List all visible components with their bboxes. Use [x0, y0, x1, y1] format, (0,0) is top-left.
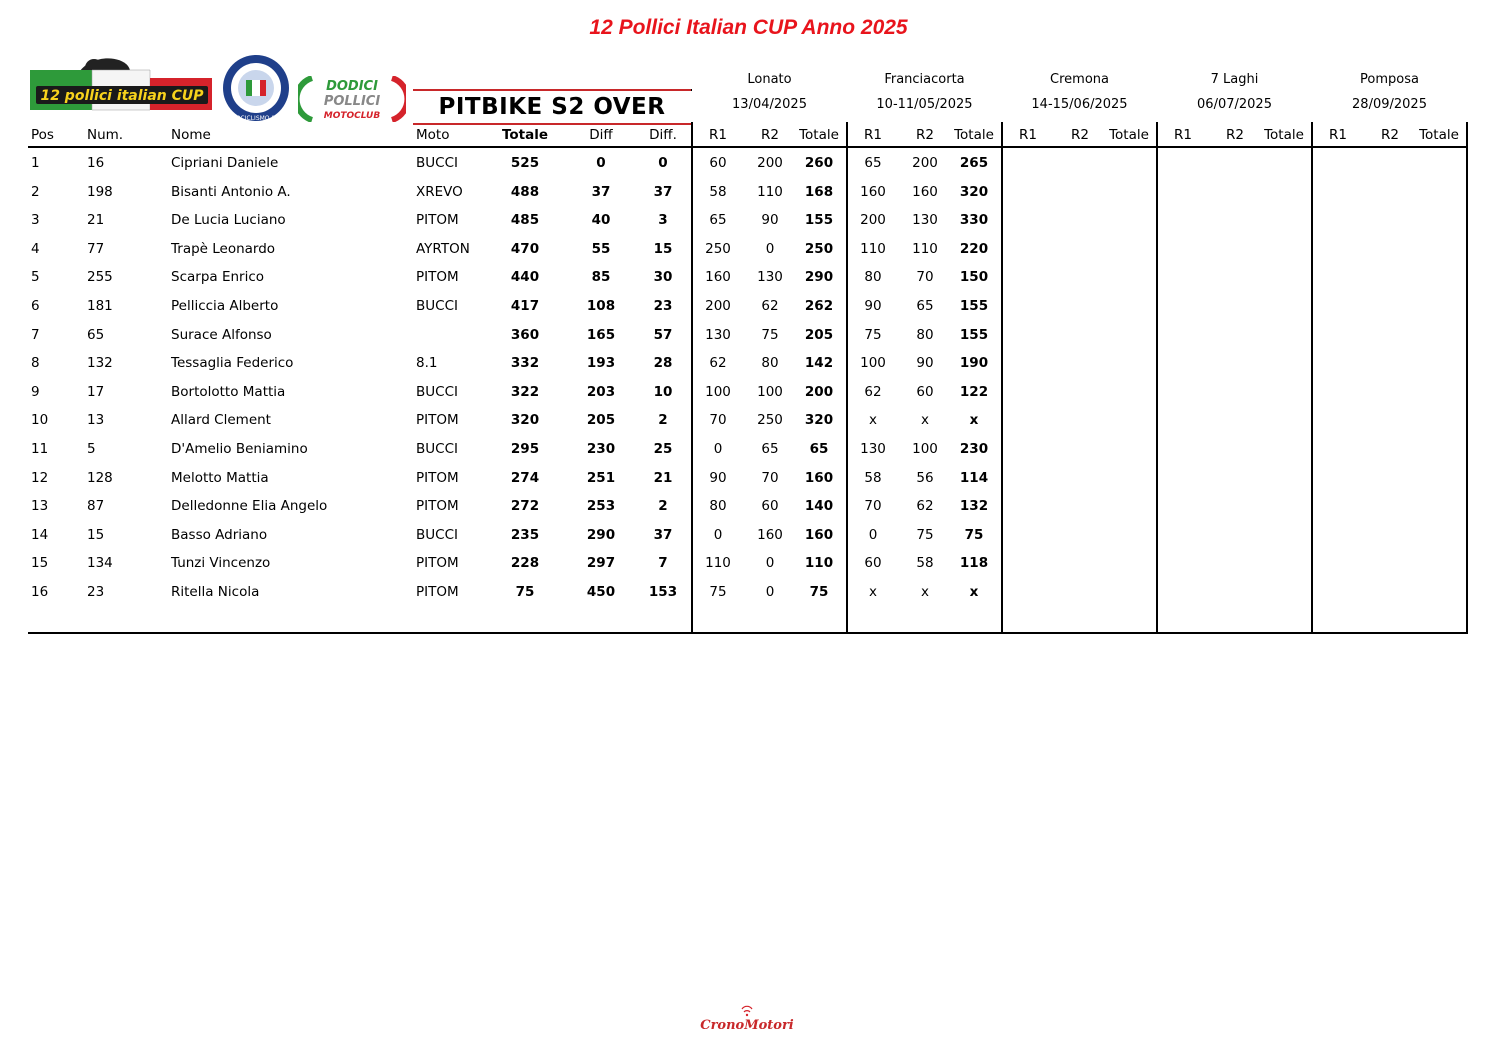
row-moto: 8.1	[416, 355, 438, 372]
event-date: 28/09/2025	[1352, 97, 1427, 112]
motociclismo-logo	[220, 54, 292, 124]
row-nome: Bortolotto Mattia	[171, 383, 286, 400]
row-r1: 62	[709, 355, 727, 372]
row-r1: 60	[709, 155, 727, 171]
row-totale: 488	[510, 183, 540, 200]
row-nome: Delledonne Elia Angelo	[171, 498, 328, 515]
row-event-totale: 155	[959, 326, 989, 343]
row-nome: De Lucia Luciano	[171, 212, 286, 229]
row-r1: 160	[860, 183, 886, 200]
row-event-totale: 160	[804, 469, 834, 486]
row-event-totale: 114	[959, 469, 989, 486]
row-r1: 58	[864, 469, 882, 486]
row-diff2: 30	[653, 269, 673, 286]
dodici-pollici-logo	[298, 76, 406, 122]
event-venue: 7 Laghi	[1210, 72, 1259, 87]
row-num: 15	[87, 526, 105, 543]
event-divider	[1001, 122, 1003, 634]
header-r2: R2	[1226, 127, 1244, 143]
header-totale-event: Totale	[1419, 127, 1459, 143]
dodici-line2: POLLICI	[323, 94, 381, 109]
bottom-rule	[28, 632, 1467, 634]
row-totale: 470	[510, 240, 540, 257]
row-r2: 70	[916, 269, 934, 286]
row-r1: 0	[713, 441, 723, 457]
event-venue: Pomposa	[1360, 72, 1419, 87]
page-title: 12 Pollici Italian CUP Anno 2025	[589, 16, 908, 39]
event-venue: Franciacorta	[884, 72, 965, 87]
row-totale: 228	[510, 555, 540, 572]
row-r1: x	[869, 412, 877, 429]
row-event-totale: x	[969, 412, 979, 429]
row-r1: 110	[860, 240, 886, 257]
row-event-totale: 250	[804, 240, 834, 257]
row-pos: 9	[31, 383, 40, 400]
row-event-totale: 320	[804, 412, 834, 429]
row-event-totale: 75	[809, 584, 829, 600]
row-diff: 85	[591, 269, 611, 286]
row-diff2: 0	[658, 155, 668, 171]
row-r2: x	[921, 584, 929, 600]
row-moto: PITOM	[416, 498, 459, 515]
row-r2: 58	[916, 555, 934, 572]
row-pos: 14	[31, 526, 49, 543]
row-num: 13	[87, 412, 105, 429]
row-r2: 65	[761, 441, 779, 457]
row-event-totale: 65	[809, 441, 829, 457]
row-r1: 130	[705, 326, 731, 343]
row-diff: 251	[586, 469, 616, 486]
cronomotori-logo	[700, 1005, 794, 1035]
row-r1: 100	[860, 355, 886, 372]
event-date: 13/04/2025	[732, 97, 807, 112]
row-r1: 62	[864, 383, 882, 400]
row-nome: Trapè Leonardo	[171, 240, 276, 257]
header-totale-event: Totale	[954, 127, 994, 143]
row-num: 23	[87, 584, 105, 600]
row-diff2: 2	[658, 498, 668, 515]
row-totale: 274	[510, 469, 540, 486]
row-diff2: 10	[653, 383, 673, 400]
row-event-totale: 132	[959, 498, 989, 515]
row-event-totale: 220	[959, 240, 989, 257]
row-pos: 8	[31, 355, 40, 372]
row-nome: Surace Alfonso	[171, 326, 272, 343]
header-totale-event: Totale	[1109, 127, 1149, 143]
row-diff: 450	[586, 584, 616, 600]
row-moto: PITOM	[416, 269, 459, 286]
row-r2: 130	[757, 269, 783, 286]
row-diff2: 15	[653, 240, 673, 257]
row-event-totale: 200	[804, 383, 834, 400]
dodici-line1: DODICI	[326, 79, 378, 94]
row-r1: 90	[864, 298, 882, 314]
row-pos: 2	[31, 183, 40, 200]
row-nome: Allard Clement	[171, 412, 271, 429]
row-event-totale: 122	[959, 383, 989, 400]
row-totale: 485	[510, 212, 540, 229]
row-diff2: 37	[653, 183, 673, 200]
row-r2: 75	[761, 326, 779, 343]
row-diff: 0	[596, 155, 606, 171]
row-pos: 4	[31, 240, 40, 257]
row-r2: 200	[912, 155, 938, 171]
row-r2: 0	[765, 584, 775, 600]
row-r2: 60	[761, 498, 779, 515]
row-num: 128	[87, 469, 113, 486]
row-event-totale: 150	[959, 269, 989, 286]
row-diff: 203	[586, 383, 616, 400]
row-num: 87	[87, 498, 105, 515]
row-totale: 360	[510, 326, 540, 343]
header-r1: R1	[1019, 127, 1037, 143]
event-divider	[1466, 122, 1468, 634]
row-event-totale: 330	[959, 212, 989, 229]
event-venue: Lonato	[747, 72, 792, 87]
row-num: 181	[87, 298, 113, 314]
row-r2: 100	[912, 441, 938, 457]
header-r1: R1	[1174, 127, 1192, 143]
row-r2: 160	[757, 526, 783, 543]
row-pos: 15	[31, 555, 49, 572]
header-r2: R2	[1071, 127, 1089, 143]
row-nome: Ritella Nicola	[171, 584, 260, 600]
row-moto: PITOM	[416, 212, 459, 229]
row-moto: XREVO	[416, 183, 463, 200]
row-r2: 90	[761, 212, 779, 229]
row-diff: 108	[586, 298, 616, 314]
header-diff-prev: Diff.	[649, 127, 677, 143]
row-r2: 100	[757, 383, 783, 400]
row-r2: 62	[916, 498, 934, 515]
row-r1: 75	[864, 326, 882, 343]
row-r1: 250	[705, 240, 731, 257]
row-event-totale: 168	[804, 183, 834, 200]
row-event-totale: 160	[804, 526, 834, 543]
row-totale: 332	[510, 355, 540, 372]
row-r2: 70	[761, 469, 779, 486]
row-diff2: 23	[653, 298, 673, 314]
header-totale-event: Totale	[1264, 127, 1304, 143]
row-r1: 70	[709, 412, 727, 429]
row-moto: BUCCI	[416, 155, 458, 171]
row-pos: 6	[31, 298, 40, 314]
row-moto: BUCCI	[416, 298, 458, 314]
row-diff: 297	[586, 555, 616, 572]
header-diff: Diff	[589, 127, 613, 143]
row-r1: 130	[860, 441, 886, 457]
row-totale: 295	[510, 441, 540, 457]
row-num: 65	[87, 326, 105, 343]
category-title: PITBIKE S2 OVER	[413, 89, 691, 125]
row-diff: 290	[586, 526, 616, 543]
header-rule	[28, 146, 1467, 148]
row-r1: 65	[864, 155, 882, 171]
row-r2: 60	[916, 383, 934, 400]
row-r2: 110	[912, 240, 938, 257]
motociclismo-logo-text: MOTOCICLISMO ITALIA	[222, 115, 290, 122]
row-diff2: 7	[658, 555, 668, 572]
row-diff2: 25	[653, 441, 673, 457]
row-r1: 80	[709, 498, 727, 515]
row-nome: Tessaglia Federico	[171, 355, 294, 372]
row-r1: 200	[860, 212, 886, 229]
row-r1: 58	[709, 183, 727, 200]
row-num: 132	[87, 355, 113, 372]
header-nome: Nome	[171, 127, 211, 143]
row-pos: 11	[31, 441, 49, 457]
row-pos: 7	[31, 326, 40, 343]
row-nome: Basso Adriano	[171, 526, 268, 543]
row-r2: 160	[912, 183, 938, 200]
row-diff: 205	[586, 412, 616, 429]
row-r1: 0	[713, 526, 723, 543]
row-event-totale: 110	[804, 555, 834, 572]
row-r2: 90	[916, 355, 934, 372]
row-diff2: 37	[653, 526, 673, 543]
row-r1: 65	[709, 212, 727, 229]
row-r2: 110	[757, 183, 783, 200]
row-diff2: 153	[648, 584, 678, 600]
event-divider	[1156, 122, 1158, 634]
row-pos: 16	[31, 584, 49, 600]
row-r2: 130	[912, 212, 938, 229]
header-r1: R1	[864, 127, 882, 143]
row-event-totale: 265	[959, 155, 989, 171]
row-r1: 110	[705, 555, 731, 572]
row-event-totale: 290	[804, 269, 834, 286]
row-diff: 55	[591, 240, 611, 257]
row-r1: 70	[864, 498, 882, 515]
header-moto: Moto	[416, 127, 450, 143]
header-num: Num.	[87, 127, 124, 143]
row-event-totale: 320	[959, 183, 989, 200]
row-totale: 235	[510, 526, 540, 543]
row-num: 255	[87, 269, 113, 286]
header-r1: R1	[1329, 127, 1347, 143]
event-top-rule	[691, 89, 692, 91]
row-diff2: 2	[658, 412, 668, 429]
event-date: 10-11/05/2025	[876, 97, 973, 112]
row-event-totale: x	[969, 584, 979, 600]
row-num: 16	[87, 155, 105, 171]
cup-logo	[30, 52, 212, 122]
header-totale-event: Totale	[799, 127, 839, 143]
row-diff2: 3	[658, 212, 668, 229]
row-moto: BUCCI	[416, 526, 458, 543]
event-divider	[846, 122, 848, 634]
row-pos: 3	[31, 212, 40, 229]
row-pos: 10	[31, 412, 49, 429]
row-r2: 0	[765, 555, 775, 572]
row-pos: 5	[31, 269, 40, 286]
row-r1: 200	[705, 298, 731, 314]
row-event-totale: 262	[804, 298, 834, 314]
row-nome: D'Amelio Beniamino	[171, 441, 308, 457]
row-r1: x	[869, 584, 877, 600]
row-nome: Cipriani Daniele	[171, 155, 279, 171]
row-r2: 80	[761, 355, 779, 372]
row-totale: 440	[510, 269, 540, 286]
row-totale: 272	[510, 498, 540, 515]
row-diff: 230	[586, 441, 616, 457]
row-r2: 65	[916, 298, 934, 314]
row-event-totale: 140	[804, 498, 834, 515]
row-r2: 80	[916, 326, 934, 343]
row-moto: PITOM	[416, 555, 459, 572]
event-date: 06/07/2025	[1197, 97, 1272, 112]
row-totale: 320	[510, 412, 540, 429]
row-moto: PITOM	[416, 412, 459, 429]
header-pos: Pos	[31, 127, 54, 143]
row-num: 17	[87, 383, 105, 400]
row-moto: BUCCI	[416, 441, 458, 457]
row-num: 134	[87, 555, 113, 572]
header-r2: R2	[916, 127, 934, 143]
row-moto: AYRTON	[416, 240, 470, 257]
row-r1: 0	[868, 526, 878, 543]
row-totale: 75	[515, 584, 535, 600]
event-date: 14-15/06/2025	[1031, 97, 1128, 112]
row-nome: Pelliccia Alberto	[171, 298, 279, 314]
row-r2: x	[921, 412, 929, 429]
row-pos: 13	[31, 498, 49, 515]
row-diff: 193	[586, 355, 616, 372]
row-r2: 56	[916, 469, 934, 486]
event-venue: Cremona	[1050, 72, 1109, 87]
row-nome: Tunzi Vincenzo	[171, 555, 271, 572]
row-event-totale: 75	[964, 526, 984, 543]
row-totale: 322	[510, 383, 540, 400]
row-diff: 40	[591, 212, 611, 229]
row-num: 5	[87, 441, 96, 457]
row-r2: 62	[761, 298, 779, 314]
row-diff2: 21	[653, 469, 673, 486]
row-nome: Scarpa Enrico	[171, 269, 265, 286]
header-totale: Totale	[501, 127, 549, 143]
header-r1: R1	[709, 127, 727, 143]
row-diff: 165	[586, 326, 616, 343]
header-r2: R2	[761, 127, 779, 143]
row-diff: 37	[591, 183, 611, 200]
row-r1: 160	[705, 269, 731, 286]
row-nome: Melotto Mattia	[171, 469, 269, 486]
row-moto: PITOM	[416, 584, 459, 600]
row-diff: 253	[586, 498, 616, 515]
row-event-totale: 118	[959, 555, 989, 572]
row-totale: 525	[510, 155, 540, 171]
row-event-totale: 230	[959, 441, 989, 457]
row-moto: BUCCI	[416, 383, 458, 400]
row-event-totale: 190	[959, 355, 989, 372]
row-r1: 100	[705, 383, 731, 400]
row-pos: 1	[31, 155, 40, 171]
row-r1: 80	[864, 269, 882, 286]
row-moto: PITOM	[416, 469, 459, 486]
row-r2: 200	[757, 155, 783, 171]
row-diff2: 28	[653, 355, 673, 372]
row-r1: 75	[709, 584, 727, 600]
event-divider	[1311, 122, 1313, 634]
row-num: 77	[87, 240, 105, 257]
row-diff2: 57	[653, 326, 673, 343]
row-num: 21	[87, 212, 105, 229]
row-event-totale: 260	[804, 155, 834, 171]
event-divider	[691, 122, 693, 634]
row-r2: 75	[916, 526, 934, 543]
row-event-totale: 155	[804, 212, 834, 229]
cup-logo-text: 12 pollici italian CUP	[40, 88, 204, 104]
row-event-totale: 205	[804, 326, 834, 343]
row-r1: 90	[709, 469, 727, 486]
row-r2: 250	[757, 412, 783, 429]
row-event-totale: 155	[959, 298, 989, 314]
row-num: 198	[87, 183, 113, 200]
row-totale: 417	[510, 298, 540, 314]
row-r2: 0	[765, 240, 775, 257]
cronomotori-text: CronoMotori	[700, 1018, 794, 1033]
row-event-totale: 142	[804, 355, 834, 372]
row-r1: 60	[864, 555, 882, 572]
row-pos: 12	[31, 469, 49, 486]
dodici-line3: MOTOCLUB	[323, 111, 381, 121]
row-nome: Bisanti Antonio A.	[171, 183, 291, 200]
header-r2: R2	[1381, 127, 1399, 143]
